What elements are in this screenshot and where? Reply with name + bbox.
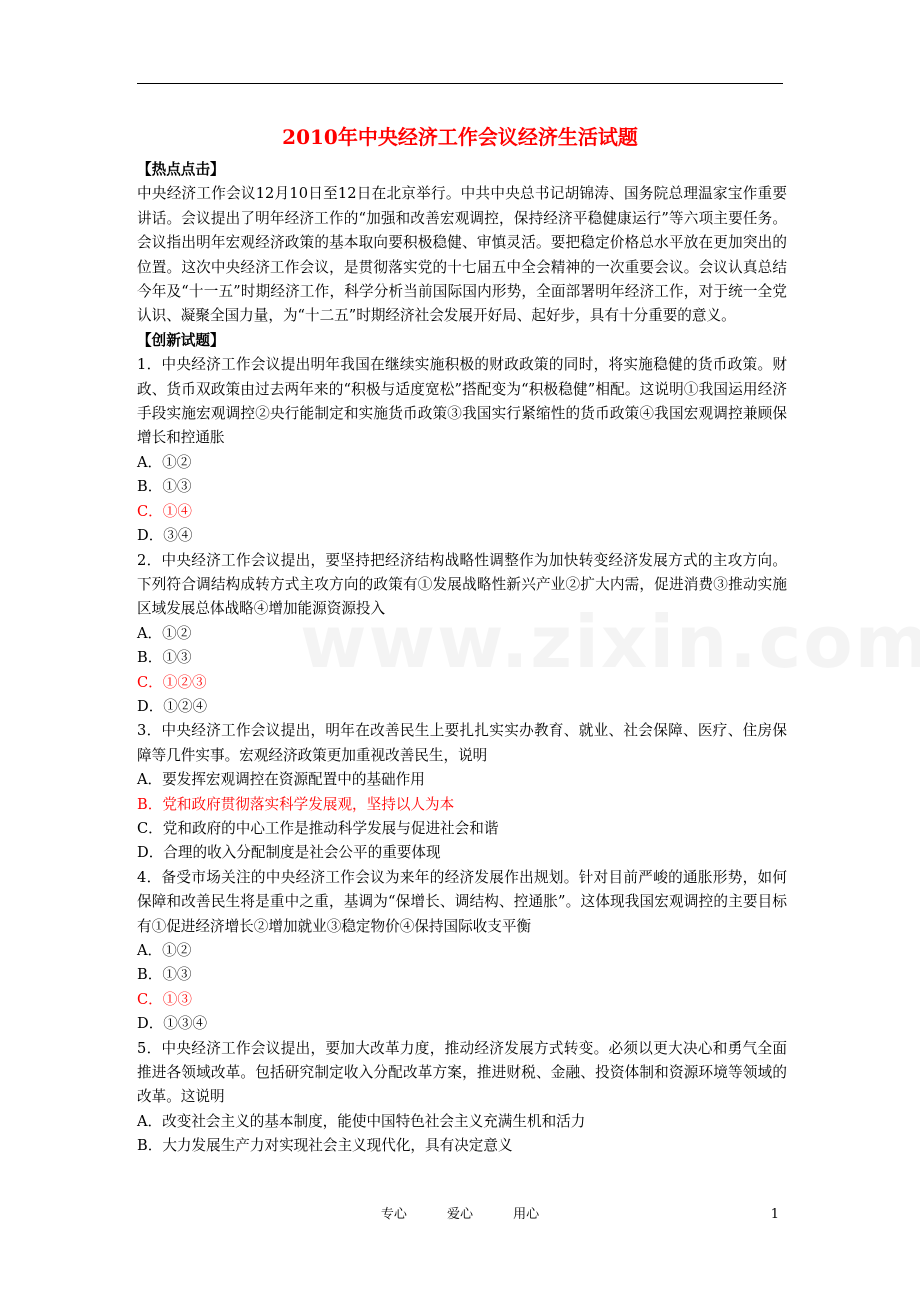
option-d: D．合理的收入分配制度是社会公平的重要体现 [137, 844, 441, 862]
option-a: A．改变社会主义的基本制度，能使中国特色社会主义充满生机和活力 [137, 1112, 586, 1130]
footer-motto-1: 专心 [380, 1207, 407, 1222]
question-stem: 2．中央经济工作会议提出，要坚持把经济结构战略性调整作为加快转变经济发展方式的主攻方向。下列符合调结构成转方式主攻方向的政策有①发展战略性新兴产业②扩大内需，促进消费③推动实施区域发展总体战略④增加能源资源投入 [137, 551, 787, 618]
header-rule [137, 83, 783, 84]
question-stem: 5．中央经济工作会议提出，要加大改革力度，推动经济发展方式转变。必须以更大决心和勇气全面推进各领域改革。包括研究制定收入分配改革方案，推进财税、金融、投资体制和资源环境等领域的改革。这说明 [137, 1039, 787, 1106]
option-d: D．①③④ [137, 1015, 208, 1033]
option-a: A．要发挥宏观调控在资源配置中的基础作用 [137, 771, 425, 789]
question-3 [137, 719, 787, 865]
question-1 [137, 353, 787, 548]
page-footer [137, 1206, 783, 1224]
option-c-answer: C．①②③ [137, 673, 207, 691]
page-number: 1 [770, 1207, 779, 1222]
option-b-answer: B．党和政府贯彻落实科学发展观，坚持以人为本 [137, 795, 455, 813]
option-a: A．①② [137, 942, 192, 959]
option-d: D．③④ [137, 527, 193, 545]
question-4 [137, 866, 787, 1037]
footer-motto-2: 爱心 [446, 1207, 473, 1222]
footer-motto [137, 1206, 783, 1224]
option-b: B．大力发展生产力对实现社会主义现代化，具有决定意义 [137, 1137, 513, 1155]
footer-motto-3: 用心 [513, 1207, 540, 1222]
document-title: 2010年中央经济工作会议经济生活试题 [282, 125, 638, 149]
option-c: C．党和政府的中心工作是推动科学发展与促进社会和谐 [137, 819, 499, 837]
option-b: B．①③ [137, 649, 192, 667]
document-body [137, 158, 787, 1159]
hotspot-paragraph: 中央经济工作会议12月10日至12日在北京举行。中共中央总书记胡锦涛、国务院总理温家宝作重要讲话。会议提出了明年经济工作的“加强和改善宏观调控，保持经济平稳健康运行”等六项主要任务。会议指出明年宏观经济政策的基本取向要积极稳健、审慎灵活。要把稳定价格总水平放在更加突出的位置。这次中央经济工作会议，是贯彻落实党的十七届五中全会精神的一次重要会议。会议认真总结今年及“十一五”时期经济工作，科学分析当前国际国内形势，全面部署明年经济工作，对于统一全党认识、凝聚全国力量，为“十二五”时期经济社会发展开好局、起好步，具有十分重要的意义。 [137, 185, 787, 325]
question-5 [137, 1037, 787, 1159]
hotspot-heading: 【热点点击】 [137, 161, 225, 178]
option-d: D．①②④ [137, 697, 208, 715]
option-c-answer: C．①④ [137, 502, 192, 520]
question-stem: 1．中央经济工作会议提出明年我国在继续实施积极的财政政策的同时，将实施稳健的货币政策。财政、货币双政策由过去两年来的“积极与适度宽松”搭配变为“积极稳健”相配。这说明①我国运用经济手段实施宏观调控②央行能制定和实施货币政策③我国实行紧缩性的货币政策④我国宏观调控兼顾保增长和控通胀 [137, 356, 787, 447]
option-b: B．①③ [137, 966, 192, 984]
questions-heading: 【创新试题】 [137, 331, 225, 349]
question-stem: 4．备受市场关注的中央经济工作会议为来年的经济发展作出规划。针对目前严峻的通胀形势，如何保障和改善民生将是重中之重，基调为“保增长、调结构、控通胀”。这体现我国宏观调控的主要目标有①促进经济增长②增加就业③稳定物价④保持国际收支平衡 [137, 868, 787, 935]
option-a: A．①② [137, 624, 192, 642]
question-stem: 3．中央经济工作会议提出，明年在改善民生上要扎扎实实办教育、就业、社会保障、医疗、住房保障等几件实事。宏观经济政策更加重视改善民生，说明 [137, 722, 787, 764]
option-b: B．①③ [137, 478, 192, 496]
option-c-answer: C．①③ [137, 990, 192, 1008]
question-2 [137, 549, 787, 720]
option-a: A．①② [137, 453, 192, 471]
